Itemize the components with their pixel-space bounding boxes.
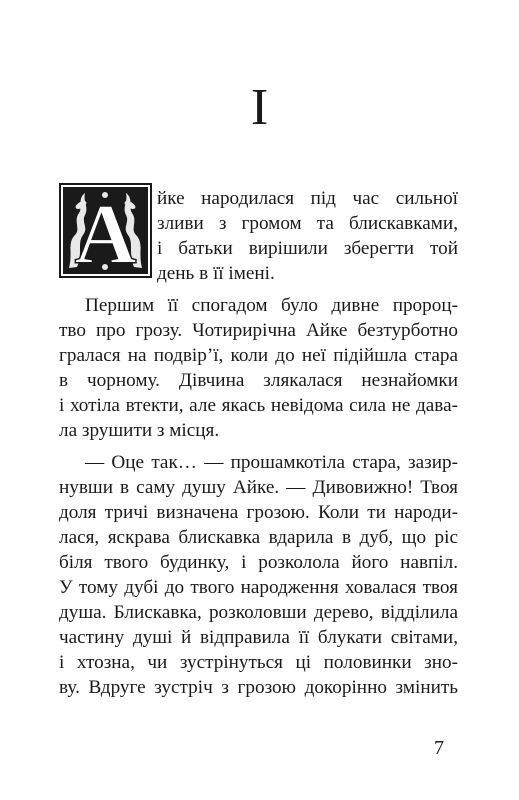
text-line: У тому дубі до твого народження ховалася твоя xyxy=(59,577,458,598)
text-line: біля твого будинку, і розколола його навпіл. xyxy=(59,552,458,573)
text-line: в чорному. Дівчина злякалася незнайомки xyxy=(59,370,458,391)
text-line: гралася на подвір’ї, коли до неї підійшла стара xyxy=(59,345,458,366)
text-line: ла зрушити з місця. xyxy=(59,420,220,441)
text-line: Першим її спогадом було дивне пророц- xyxy=(85,295,458,316)
text-line: частину душі й відправила її блукати світами, xyxy=(59,627,458,648)
text-line: — Оце так… — прошамкотіла стара, зазир- xyxy=(85,452,458,473)
text-line: нувши в саму душу Айке. — Дивовижно! Твоя xyxy=(59,477,458,498)
text-line: зливи з громом та блискавками, xyxy=(157,213,458,234)
text-line: лася, яскрава блискавка вдарила в дуб, що ріс xyxy=(59,527,458,548)
text-line: і хтозна, чи зустрінуться ці половинки зно- xyxy=(59,652,458,673)
text-line: і хотіла втекти, але якась невідома сила не дава- xyxy=(59,395,458,416)
text-line: тво про грозу. Чотирирічна Айке безтурботно xyxy=(59,320,458,341)
chapter-number: I xyxy=(250,79,269,136)
text-line: йке народилася під час сильної xyxy=(157,188,458,209)
text-line: ву. Вдруге зустріч з грозою докорінно змінить xyxy=(59,677,458,698)
dropcap-letter: А xyxy=(74,186,137,278)
page-number: 7 xyxy=(434,737,444,759)
decorative-initial-letter xyxy=(59,183,152,278)
text-line: доля тричі визначена грозою. Коли ти народи- xyxy=(59,502,458,523)
text-line: і батьки вирішили зберегти той xyxy=(157,238,458,259)
text-line: душа. Блискавка, розколовши дерево, відділила xyxy=(59,602,458,623)
text-line: день в її імені. xyxy=(157,263,275,284)
